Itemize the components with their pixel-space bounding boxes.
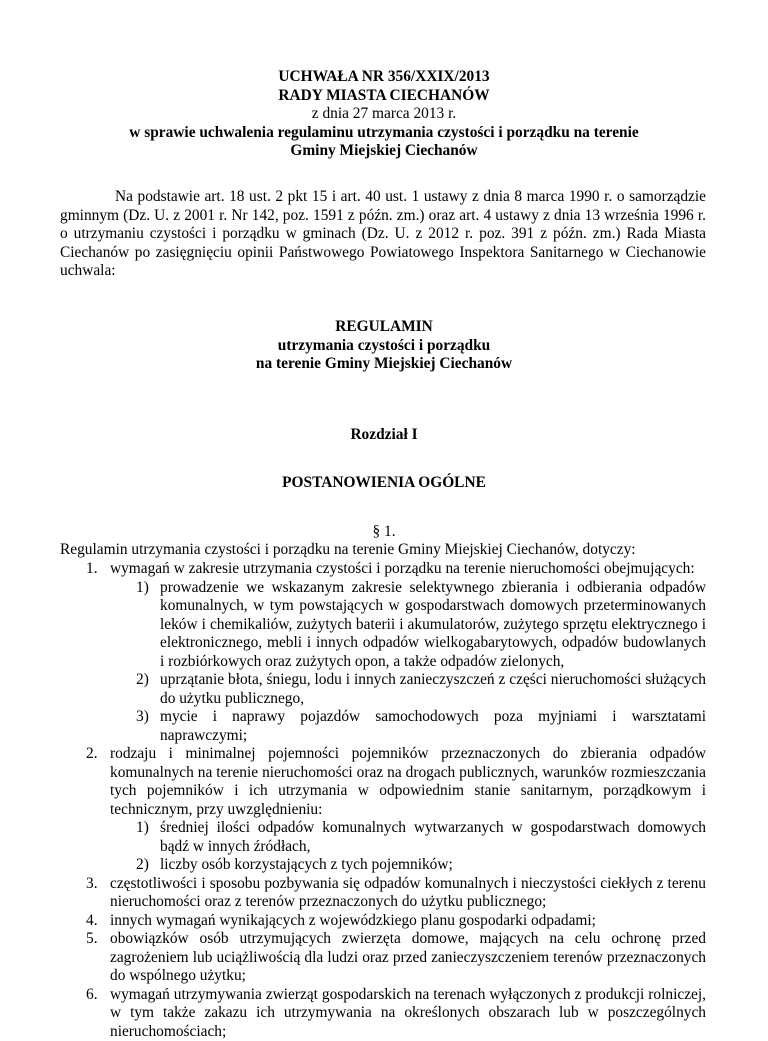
list-item-text: średniej ilości odpadów komunalnych wytwarzanych w gospodarstwach domowych bądź w innych źródłach,: [160, 819, 706, 856]
list-item: [160, 819, 706, 856]
list-item-text: uprzątanie błota, śniegu, lodu i innych zanieczyszczeń z części nieruchomości służących do użytku publicznego,: [160, 671, 706, 708]
list-item-number: 3.: [86, 875, 98, 894]
chapter-label: Rozdział I: [0, 426, 768, 445]
list-item-number: 2): [136, 856, 149, 875]
council-name: RADY MIASTA CIECHANÓW: [0, 87, 768, 106]
list-item: [110, 930, 706, 986]
list-item: [160, 671, 706, 708]
regulation-title-block: [0, 318, 768, 374]
list-item: [160, 856, 706, 875]
list-item-text: mycie i naprawy pojazdów samochodowych poza myjniami i warsztatami naprawczymi;: [160, 708, 706, 745]
list-item: [160, 579, 706, 672]
preamble: Na podstawie art. 18 ust. 2 pkt 15 i art. 40 ust. 1 ustawy z dnia 8 marca 1990 r. o samorządzie gminnym (Dz. U. z 2001 r. Nr 142, poz. 1591 z późn. zm.) oraz art. 4 ustawy z dnia 13 września 1996 r. o utrzymaniu czystości i porządku w gminach (Dz. U. z 2012 r. poz. 391 z późn. zm.) Rada Miasta Ciechanów po zasięgnięciu opinii Państwowego Powiatowego Inspektora Sanitarnego w Ciechanowie uchwala:: [60, 188, 706, 281]
list-item-text: rodzaju i minimalnej pojemności pojemników przeznaczonych do zbierania odpadów komunalnych na terenie nieruchomości oraz na drogach publicznych, warunków rozmieszczania tych pojemników i ich utrzymania w odpowiednim stanie sanitarnym, porządkowym i technicznym, przy uwzględnieniu:: [110, 745, 706, 819]
list-item-number: 1): [136, 819, 149, 838]
list-item-number: 5.: [86, 930, 98, 949]
provisions-list: [0, 560, 768, 1041]
list-item-number: 1): [136, 579, 149, 598]
list-item: [160, 708, 706, 745]
list-item-text: prowadzenie we wskazanym zakresie selektywnego zbierania i odbierania odpadów komunalnych, w tym powstających w gospodarstwach domowych przeterminowanych leków i chemikaliów, zużytych baterii i akumulatorów, zużytego sprzętu elektrycznego i elektronicznego, mebli i innych odpadów wielkogabarytowych, odpadów budowlanych i rozbiórkowych oraz zużytych opon, a także odpadów zielonych,: [160, 579, 706, 672]
list-item-text: innych wymagań wynikających z wojewódzkiego planu gospodarki odpadami;: [110, 912, 706, 931]
list-item: [110, 745, 706, 819]
list-item-text: wymagań w zakresie utrzymania czystości i porządku na terenie nieruchomości obejmujących:: [110, 560, 706, 579]
list-item-number: 3): [136, 708, 149, 727]
list-item: [110, 875, 706, 912]
list-item-number: 2.: [86, 745, 98, 764]
regulation-subtitle-2: na terenie Gminy Miejskiej Ciechanów: [0, 355, 768, 374]
list-item-text: liczby osób korzystających z tych pojemników;: [160, 856, 706, 875]
list-item-text: wymagań utrzymywania zwierząt gospodarskich na terenach wyłączonych z produkcji rolniczej, w tym także zakazu ich utrzymywania na określonych obszarach lub w poszczególnych nieruchomościach;: [110, 986, 706, 1041]
regulation-subtitle: utrzymania czystości i porządku: [0, 337, 768, 356]
section-symbol: § 1.: [0, 523, 768, 542]
resolution-date: z dnia 27 marca 2013 r.: [0, 105, 768, 124]
resolution-header: [0, 68, 768, 161]
list-item-number: 4.: [86, 912, 98, 931]
list-item-number: 2): [136, 671, 149, 690]
list-item-text: częstotliwości i sposobu pozbywania się odpadów komunalnych i nieczystości ciekłych z terenu nieruchomości oraz z terenów przeznaczonych do użytku publicznego;: [110, 875, 706, 912]
regulation-title: REGULAMIN: [0, 318, 768, 337]
section-intro: Regulamin utrzymania czystości i porządku na terenie Gminy Miejskiej Ciechanów, dotyczy:: [60, 541, 740, 560]
resolution-number: UCHWAŁA NR 356/XXIX/2013: [0, 68, 768, 87]
chapter-title: POSTANOWIENIA OGÓLNE: [0, 474, 768, 493]
list-item-number: 6.: [86, 986, 98, 1005]
list-item-number: 1.: [86, 560, 98, 579]
list-item: [110, 912, 706, 931]
list-item: [110, 560, 706, 579]
list-item-text: obowiązków osób utrzymujących zwierzęta domowe, mających na celu ochronę przed zagrożeniem lub uciążliwością dla ludzi oraz przed zanieczyszczeniem terenów przeznaczonych do wspólnego użytku;: [110, 930, 706, 986]
resolution-subject-cont: Gminy Miejskiej Ciechanów: [0, 142, 768, 161]
resolution-subject: w sprawie uchwalenia regulaminu utrzymania czystości i porządku na terenie: [0, 124, 768, 143]
